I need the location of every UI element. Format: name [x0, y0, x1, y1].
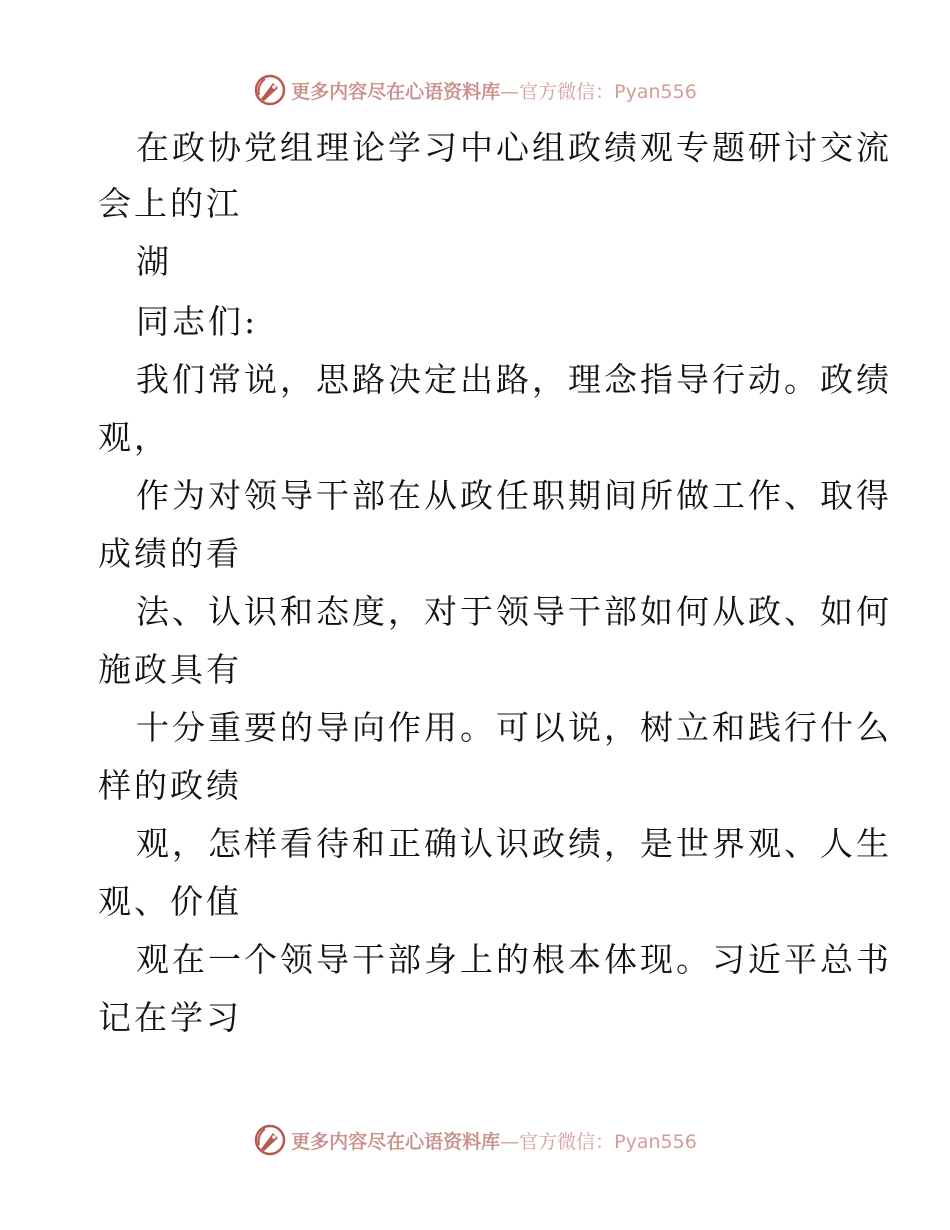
watermark-text: 更多内容尽在心语资料库 — [291, 1130, 501, 1153]
text-line: 样的政绩 — [98, 766, 242, 805]
text-line: 观，怎样看待和正确认识政绩，是世界观、人生 — [136, 824, 892, 863]
text-line: 十分重要的导向作用。可以说，树立和践行什么 — [136, 708, 892, 747]
watermark-wechat: —官方微信：Pyan556 — [500, 1130, 697, 1153]
watermark-wechat: —官方微信：Pyan556 — [500, 80, 697, 103]
text-line: 作为对领导干部在从政任职期间所做工作、取得 — [136, 476, 892, 515]
text-line: 记在学习 — [98, 998, 242, 1037]
pen-nib-logo-icon — [253, 1123, 287, 1157]
watermark-text: 更多内容尽在心语资料库 — [291, 80, 501, 103]
text-line: 成绩的看 — [98, 534, 242, 573]
text-line: 湖 — [136, 242, 172, 281]
footer-watermark — [0, 1120, 950, 1160]
pen-nib-logo-icon — [253, 73, 287, 107]
text-line: 观、价值 — [98, 882, 242, 921]
text-line: 我们常说，思路决定出路，理念指导行动。政绩 — [136, 360, 892, 399]
text-line: 会上的江 — [98, 184, 242, 223]
text-line: 同志们: — [136, 302, 259, 341]
text-line: 在政协党组理论学习中心组政绩观专题研讨交流 — [136, 128, 892, 167]
text-line: 观在一个领导干部身上的根本体现。习近平总书 — [136, 940, 892, 979]
text-line: 观， — [98, 418, 170, 457]
text-line: 法、认识和态度，对于领导干部如何从政、如何 — [136, 592, 892, 631]
header-watermark — [0, 70, 950, 110]
text-line: 施政具有 — [98, 650, 242, 689]
